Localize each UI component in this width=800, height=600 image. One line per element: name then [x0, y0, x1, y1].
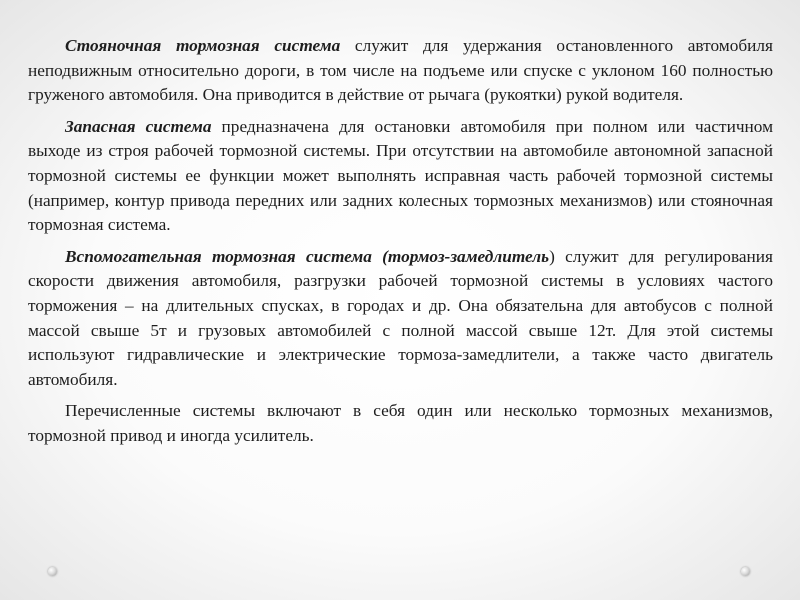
- paragraph-text: Перечисленные системы включают в себя один или несколько тормозных механизмов, тормозной привод и иногда усилитель.: [28, 401, 773, 445]
- paragraph-spare-system: [28, 115, 773, 238]
- paragraph-parking-brake: [28, 34, 773, 108]
- slide-body: [28, 34, 773, 456]
- term-auxiliary-system: Вспомогательная тормозная система (тормоз-замедлитель: [65, 246, 550, 266]
- decorative-dot-right: [741, 567, 750, 576]
- paragraph-text: служит для удержания остановленного автомобиля неподвижным относительно дороги, в том числе на подъеме или спуске с уклоном 160 полностью груженого автомобиля. Она приводится в действие от рычага (рукоятки) рукой водителя.: [28, 36, 773, 105]
- paragraph-text: ) служит для регулирования скорости движения автомобиля, разгрузки рабочей тормозной системы в условиях частого торможения – на длительных спусках, в городах и др. Она обязательна для автобусов с полной массой свыше 5т и грузовых автомобилей с полной массой свыше 12т. Для этой системы используют гидравлические и электрические тормоза-замедлители, а также часто двигатель автомобиля.: [28, 246, 773, 389]
- paragraph-summary: [28, 399, 773, 448]
- paragraph-text: предназначена для остановки автомобиля при полном или частичном выходе из строя рабочей тормозной системы. При отсутствии на автомобиле автономной запасной тормозной системы ее функции может выполнять исправная часть рабочей тормозной системы (например, контур привода передних или задних колесных тормозных механизмов) или стояночная тормозная система.: [28, 116, 774, 235]
- term-spare-system: Запасная система: [65, 116, 212, 136]
- decorative-dot-left: [48, 567, 57, 576]
- term-parking-brake: Стояночная тормозная система: [65, 36, 341, 55]
- paragraph-auxiliary-system: [28, 245, 773, 393]
